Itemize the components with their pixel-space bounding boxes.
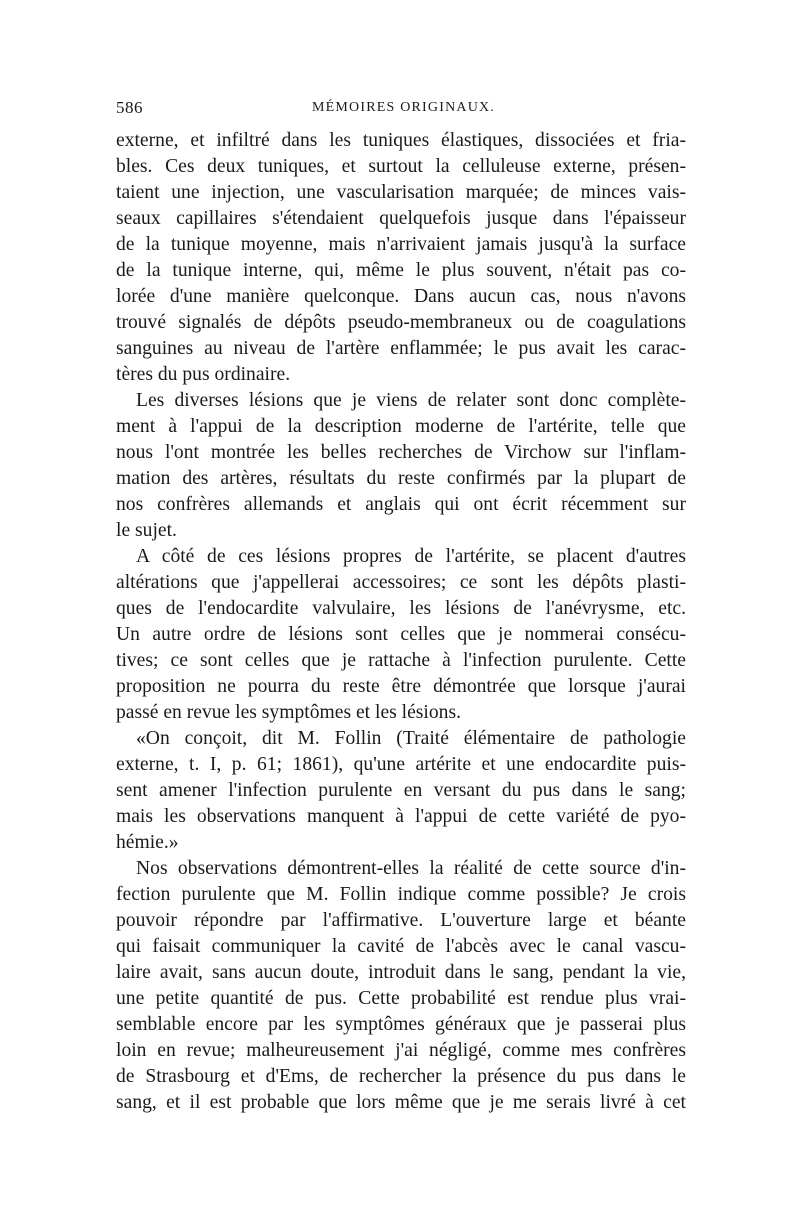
page-number: 586 xyxy=(116,98,143,117)
text-line: loin en revue; malheureusement j'ai négligé, comme mes confrères xyxy=(116,1040,686,1061)
running-header xyxy=(116,98,686,124)
text-line: sent amener l'infection purulente en versant du pus dans le sang; xyxy=(116,780,686,801)
text-line: trouvé signalés de dépôts pseudo-membraneux ou de coagulations xyxy=(116,312,686,333)
text-line: tives; ce sont celles que je rattache à l'infection purulente. Cette xyxy=(116,650,686,671)
text-line: mation des artères, résultats du reste confirmés par la plupart de xyxy=(116,468,686,489)
text-line: de la tunique moyenne, mais n'arrivaient jamais jusqu'à la surface xyxy=(116,234,686,255)
running-title: MÉMOIRES ORIGINAUX. xyxy=(312,100,496,115)
paragraph xyxy=(116,388,686,544)
text-line: externe, et infiltré dans les tuniques élastiques, dissociées et fria- xyxy=(116,130,686,151)
paragraph xyxy=(116,544,686,726)
text-line: le sujet. xyxy=(116,520,177,541)
text-line: fection purulente que M. Follin indique comme possible? Je crois xyxy=(116,884,686,905)
body-text xyxy=(116,128,686,1116)
text-line: seaux capillaires s'étendaient quelquefois jusque dans l'épaisseur xyxy=(116,208,686,229)
text-line: Nos observations démontrent-elles la réalité de cette source d'in- xyxy=(136,858,686,879)
text-line: laire avait, sans aucun doute, introduit dans le sang, pendant la vie, xyxy=(116,962,686,983)
text-line: nos confrères allemands et anglais qui ont écrit récemment sur xyxy=(116,494,686,515)
text-line: sanguines au niveau de l'artère enflammée; le pus avait les carac- xyxy=(116,338,686,359)
text-line: taient une injection, une vascularisation marquée; de minces vais- xyxy=(116,182,686,203)
text-line: lorée d'une manière quelconque. Dans aucun cas, nous n'avons xyxy=(116,286,686,307)
text-line: mais les observations manquent à l'appui de cette variété de pyo- xyxy=(116,806,686,827)
text-line: ques de l'endocardite valvulaire, les lésions de l'anévrysme, etc. xyxy=(116,598,686,619)
text-line: de Strasbourg et d'Ems, de rechercher la présence du pus dans le xyxy=(116,1066,686,1087)
text-line: ment à l'appui de la description moderne de l'artérite, telle que xyxy=(116,416,686,437)
text-line: tères du pus ordinaire. xyxy=(116,364,291,385)
text-line: semblable encore par les symptômes généraux que je passerai plus xyxy=(116,1014,686,1035)
text-line: hémie.» xyxy=(116,832,179,853)
paragraph xyxy=(116,856,686,1116)
text-line: qui faisait communiquer la cavité de l'abcès avec le canal vascu- xyxy=(116,936,686,957)
text-line: bles. Ces deux tuniques, et surtout la celluleuse externe, présen- xyxy=(116,156,686,177)
text-line: pouvoir répondre par l'affirmative. L'ouverture large et béante xyxy=(116,910,686,931)
paragraph xyxy=(116,128,686,388)
paragraph xyxy=(116,726,686,856)
text-line: altérations que j'appellerai accessoires; ce sont les dépôts plasti- xyxy=(116,572,686,593)
text-line: externe, t. I, p. 61; 1861), qu'une artérite et une endocardite puis- xyxy=(116,754,686,775)
text-line: proposition ne pourra du reste être démontrée que lorsque j'aurai xyxy=(116,676,686,697)
text-line: nous l'ont montrée les belles recherches de Virchow sur l'inflam- xyxy=(116,442,686,463)
text-line: «On conçoit, dit M. Follin (Traité élémentaire de pathologie xyxy=(136,728,686,749)
text-line: passé en revue les symptômes et les lésions. xyxy=(116,702,461,723)
text-line: Un autre ordre de lésions sont celles que je nommerai consécu- xyxy=(116,624,686,645)
text-line: sang, et il est probable que lors même que je me serais livré à cet xyxy=(116,1092,686,1113)
text-line: de la tunique interne, qui, même le plus souvent, n'était pas co- xyxy=(116,260,686,281)
text-line: une petite quantité de pus. Cette probabilité est rendue plus vrai- xyxy=(116,988,686,1009)
text-line: Les diverses lésions que je viens de relater sont donc complète- xyxy=(136,390,686,411)
text-line: A côté de ces lésions propres de l'artérite, se placent d'autres xyxy=(136,546,686,567)
